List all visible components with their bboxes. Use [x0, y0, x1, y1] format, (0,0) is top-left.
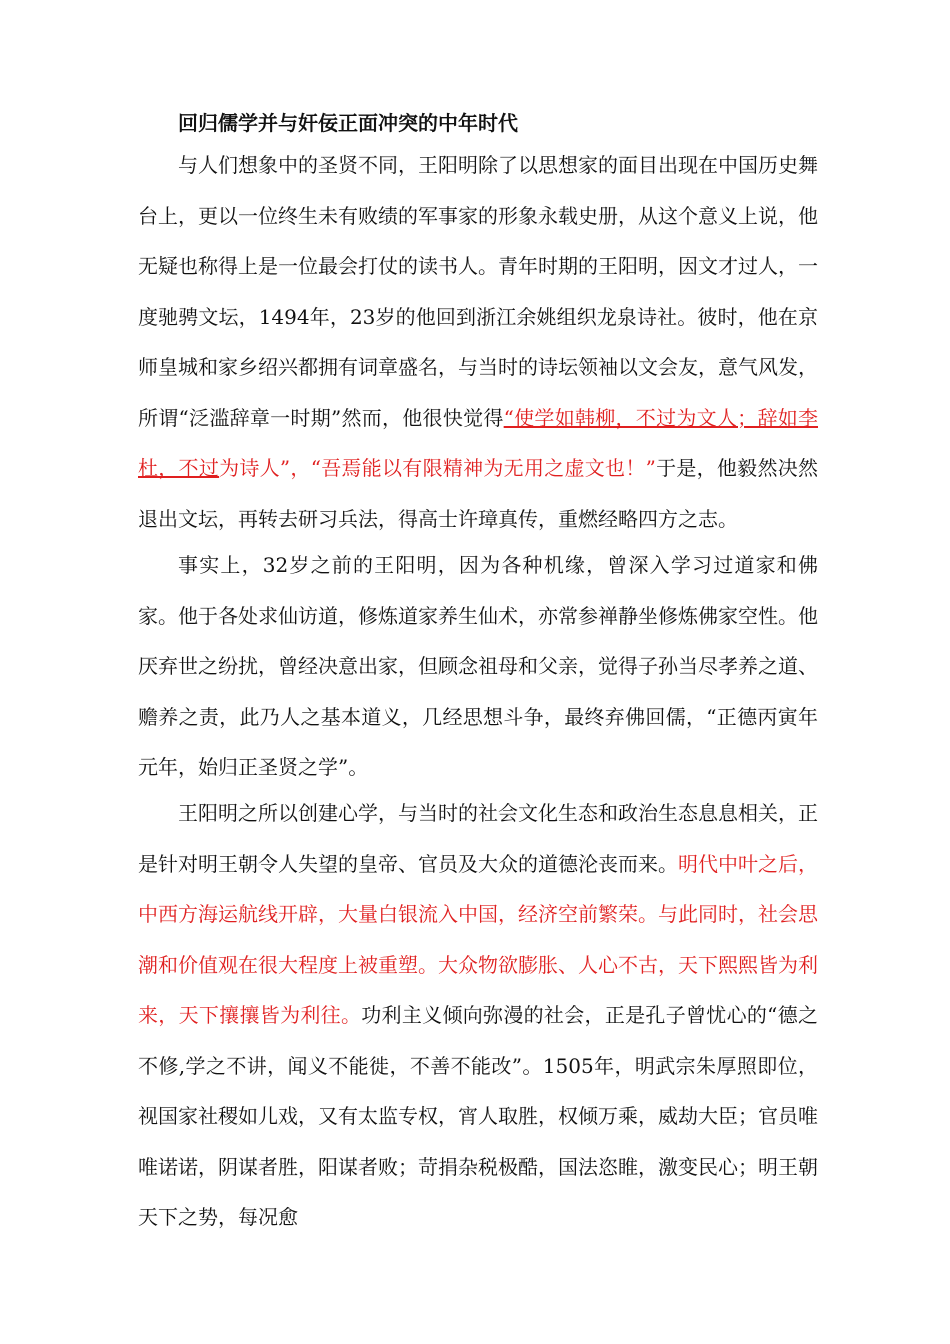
paragraph-3-text-end: 功利主义倾向弥漫的社会，正是孔子曾忧心的“德之不修,学之不讲，闻义不能徙，不善不能改”。1505年，明武宗朱厚照即位，视国家社稷如儿戏，又有太监专权，宵人取胜，权倾万乘，威劫大臣；官员唯唯诺诺，阴谋者胜，阳谋者败；苛捐杂税极酷，国法恣睢，激变民心；明王朝天下之势，每况愈: [138, 1003, 819, 1229]
paragraph-1-text-end: 于是，他毅然决然退出文坛，再转去研习兵法，得高士许璋真传，重燃经略四方之志。: [138, 456, 819, 531]
paragraph-1: [138, 140, 818, 544]
section-heading: 回归儒学并与奸佞正面冲突的中年时代: [178, 111, 518, 135]
paragraph-3-text: 王阳明之所以创建心学，与当时的社会文化生态和政治生态息息相关，正是针对明王朝令人失望的皇帝、官员及大众的道德沦丧而来。: [138, 801, 818, 876]
highlighted-quote-underlined: “使学如韩柳，不过为文人；辞如李杜，不过: [138, 405, 818, 480]
paragraph-1-text: 与人们想象中的圣贤不同，王阳明除了以思想家的面目出现在中国历史舞台上，更以一位终生未有败绩的军事家的形象永载史册，从这个意义上说，他无疑也称得上是一位最会打仗的读书人。青年时期的王阳明，因文才过人，一度驰骋文坛，1494年，23岁的他回到浙江余姚组织龙泉诗社。彼时，他在京师皇城和家乡绍兴都拥有词章盛名，与当时的诗坛领袖以文会友，意气风发，所谓“泛滥辞章一时期”然而，他很快觉得: [138, 153, 818, 430]
highlighted-quote: 为诗人”，“吾焉能以有限精神为无用之虚文也！”: [219, 456, 656, 480]
highlighted-passage: 明代中叶之后，中西方海运航线开辟，大量白银流入中国，经济空前繁荣。与此同时，社会思潮和价值观在很大程度上被重塑。大众物欲膨胀、人心不古，天下熙熙皆为利来，天下攘攘皆为利往。: [138, 851, 818, 1027]
paragraph-2: [138, 540, 818, 793]
paragraph-2-text: 事实上，32岁之前的王阳明，因为各种机缘，曾深入学习过道家和佛家。他于各处求仙访道，修炼道家养生仙术，亦常参禅静坐修炼佛家空性。他厌弃世之纷扰，曾经决意出家，但顾念祖母和父亲，觉得子孙当尽孝养之道、赡养之责，此乃人之基本道义，几经思想斗争，最终弃佛回儒，“正德丙寅年元年，始归正圣贤之学”。: [138, 553, 818, 779]
paragraph-3: [138, 788, 818, 1243]
